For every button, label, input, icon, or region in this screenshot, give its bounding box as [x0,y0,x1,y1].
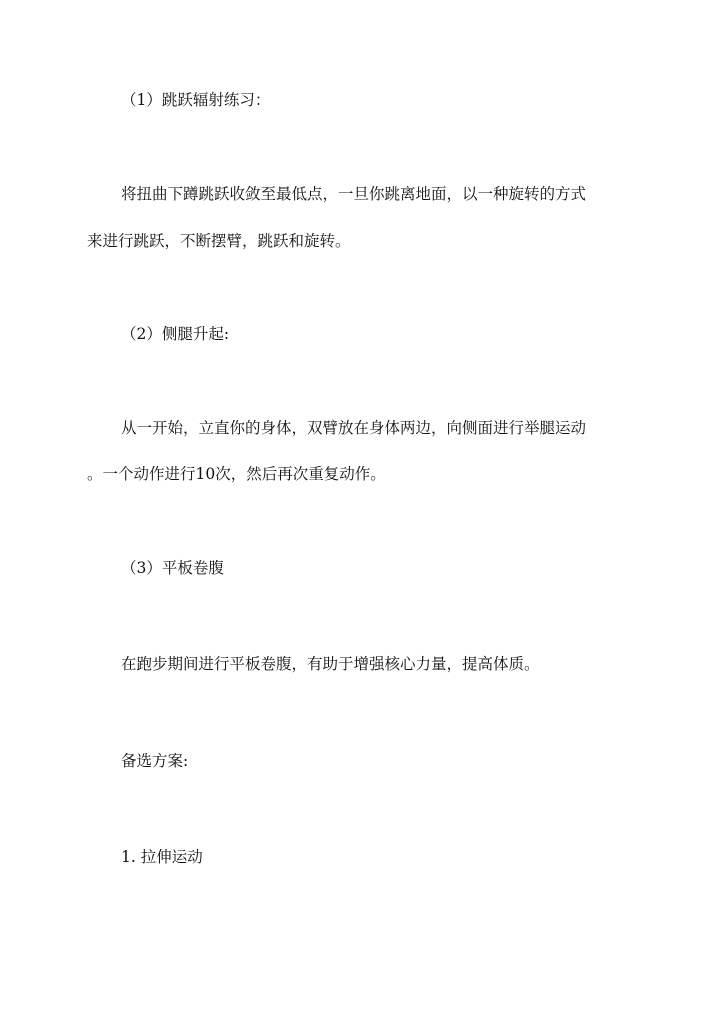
alternative-item-1: 1. 拉伸运动 [121,848,203,866]
section-2-body-line-1: 从一开始，立直你的身体，双臂放在身体两边，向侧面进行举腿运动 [121,419,587,437]
section-3-body-line-1: 在跑步期间进行平板卷腹，有助于增强核心力量，提高体质。 [121,655,540,673]
alternatives-heading: 备选方案: [121,752,189,770]
section-2-body-line-2: 。一个动作进行10次，然后再次重复动作。 [87,465,386,483]
section-2-heading: （2）侧腿升起: [121,325,230,343]
section-1-body-line-1: 将扭曲下蹲跳跃收敛至最低点，一旦你跳离地面，以一种旋转的方式 [121,185,587,203]
section-1-body-line-2: 来进行跳跃，不断摆臂，跳跃和旋转。 [87,232,351,250]
section-3-heading: （3）平板卷腹 [121,559,224,577]
section-1-heading: （1）跳跃辐射练习： [121,91,271,109]
